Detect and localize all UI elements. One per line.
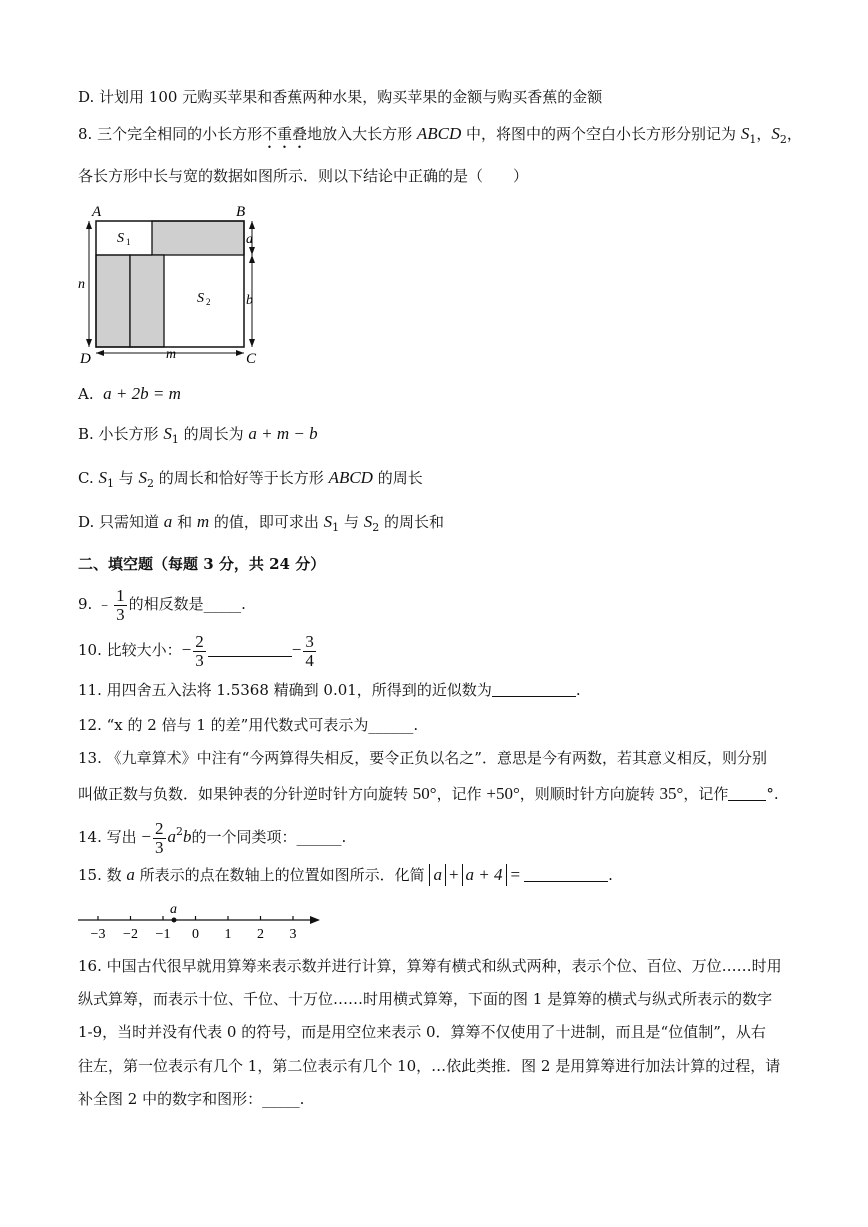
tick-label: 3 xyxy=(289,927,297,942)
s1-symbol: S xyxy=(163,424,172,443)
option-b-math: a + m − b xyxy=(248,424,318,443)
q7-option-d: D. 计划用 100 元购买苹果和香蕉两种水果，购买苹果的金额与购买香蕉的金额 xyxy=(78,88,603,106)
vertex-d: D xyxy=(80,351,91,367)
var-b: b xyxy=(183,827,192,846)
tick-label: −2 xyxy=(123,927,138,942)
tick-label: 1 xyxy=(224,927,232,942)
option-text: 的周长 xyxy=(372,469,423,487)
answer-blank[interactable] xyxy=(208,641,292,657)
q14-label: 14. 写出 xyxy=(78,828,142,846)
s2-symbol: S xyxy=(363,512,373,531)
minus-sign: ﹣ xyxy=(97,595,113,613)
denominator: 3 xyxy=(195,650,204,670)
vertex-b: B xyxy=(236,204,246,220)
label-m: m xyxy=(166,347,177,362)
s1-subscript: 1 xyxy=(171,433,179,446)
numerator: 1 xyxy=(116,585,125,605)
q8-text: 地放入大长方形 xyxy=(307,125,417,143)
label-s1: S xyxy=(117,231,124,246)
s1-symbol: S xyxy=(323,512,333,531)
arrow xyxy=(236,350,244,356)
option-text: 与 xyxy=(113,469,139,487)
q8-emphasis: 不重叠 xyxy=(262,125,308,143)
q8-text: 8. 三个完全相同的小长方形 xyxy=(78,125,263,143)
numerator: 2 xyxy=(195,631,204,651)
q8-rectangle-figure xyxy=(78,198,278,370)
vertex-c: C xyxy=(246,351,257,367)
s1-subscript: 1 xyxy=(749,133,757,146)
q13-line2 xyxy=(78,784,779,804)
option-text: 的周长和 xyxy=(379,513,444,531)
q15-text: 15. 数 xyxy=(78,866,127,884)
q13-tail: °. xyxy=(766,785,779,803)
angle-50: 50° xyxy=(412,784,437,803)
q9-label: 9. xyxy=(78,595,98,613)
arrow xyxy=(249,247,255,255)
numerator: 3 xyxy=(305,631,314,651)
var-a: a xyxy=(167,827,176,846)
q15-tail: . xyxy=(608,866,613,884)
s1-subscript: 1 xyxy=(106,477,114,490)
q12: 12. “x 的 2 倍与 1 的差”用代数式可表示为______. xyxy=(78,716,419,734)
s1-subscript: 1 xyxy=(332,521,340,534)
arrow xyxy=(249,339,255,347)
small-rect-left-1 xyxy=(96,255,130,347)
tick-label: −1 xyxy=(155,927,171,942)
q8-text: 中，将图中的两个空白小长方形分别记为 xyxy=(461,125,741,143)
numerator: 2 xyxy=(155,818,164,838)
point-a-label: a xyxy=(170,902,177,917)
number-line xyxy=(78,900,328,942)
tick-label: 2 xyxy=(257,927,264,942)
small-rect-top xyxy=(152,221,244,255)
abcd-label: ABCD xyxy=(328,468,373,487)
q11-tail: . xyxy=(575,681,581,699)
q8-stem-line1 xyxy=(78,124,802,152)
abs-a: a xyxy=(429,864,446,886)
angle-plus-50: +50° xyxy=(486,784,520,803)
option-text: 的值，即可求出 xyxy=(209,513,324,531)
tick-label: 0 xyxy=(192,927,199,942)
answer-blank[interactable] xyxy=(524,866,608,882)
q14-text: 的一个同类项：______. xyxy=(191,828,347,846)
answer-blank[interactable] xyxy=(492,681,576,697)
label-s1-sub: 1 xyxy=(126,237,131,247)
denominator: 3 xyxy=(155,837,164,857)
q16-line5: 补全图 2 中的数字和图形：_____. xyxy=(78,1090,305,1108)
minus-sign: − xyxy=(291,640,302,659)
axis-arrow xyxy=(310,916,320,924)
section-2-title: 二、填空题（每题 3 分，共 24 分） xyxy=(78,555,326,573)
denominator: 4 xyxy=(305,650,314,670)
q9 xyxy=(78,584,246,624)
q8-text: ， xyxy=(756,125,772,143)
fraction xyxy=(114,587,127,624)
fraction xyxy=(193,633,206,670)
arrow xyxy=(86,221,92,229)
plus-sign: + xyxy=(448,865,459,884)
minus-sign: − xyxy=(141,827,151,846)
q16-line2: 纵式算筹，而表示十位、千位、十万位……时用横式算筹，下面的图 1 是算筹的横式与纵式所表示的数字 xyxy=(78,990,773,1008)
q13-text: ，记作 xyxy=(436,785,487,803)
q15-text: 所表示的点在数轴上的位置如图所示．化简 xyxy=(134,866,430,884)
q13-text: ，记作 xyxy=(683,785,729,803)
q11-text: 11. 用四舍五入法将 1.5368 精确到 0.01，所得到的近似数为 xyxy=(78,681,492,699)
s2-symbol: S xyxy=(138,468,148,487)
var-m: m xyxy=(196,512,210,531)
denominator: 3 xyxy=(116,604,125,624)
q10 xyxy=(78,630,318,670)
q16-line1: 16. 中国古代很早就用算筹来表示数并进行计算，算筹有横式和纵式两种，表示个位、百位、万位……时用 xyxy=(78,957,782,975)
q8-option-b xyxy=(78,424,318,450)
point-a xyxy=(172,918,177,923)
arrow xyxy=(249,221,255,229)
vertex-a: A xyxy=(92,204,102,220)
minus-sign: − xyxy=(181,640,192,659)
s1-symbol: S xyxy=(98,468,107,487)
q13-text: 叫做正数与负数．如果钟表的分针逆时针方向旋转 xyxy=(78,785,413,803)
tick-label: −3 xyxy=(90,927,106,942)
s2-symbol: S xyxy=(771,124,780,143)
small-rect-left-2 xyxy=(130,255,164,347)
q8-option-a xyxy=(78,384,181,404)
s1-symbol: S xyxy=(740,124,750,143)
option-label: C. xyxy=(78,469,99,487)
label-n: n xyxy=(78,277,85,292)
option-text: B. 小长方形 xyxy=(78,425,164,443)
fraction xyxy=(303,633,316,670)
var-a: a xyxy=(163,512,173,531)
option-text: 和 xyxy=(172,513,197,531)
answer-blank[interactable] xyxy=(728,785,766,801)
exponent: 2 xyxy=(176,825,183,838)
abcd-label: ABCD xyxy=(416,124,462,143)
s2-subscript: 2 xyxy=(372,521,380,534)
option-text: 的周长和恰好等于长方形 xyxy=(154,469,329,487)
q8-stem-line2: 各长方形中长与宽的数据如图所示．则以下结论中正确的是（ ） xyxy=(78,167,529,185)
q13-line1: 13. 《九章算术》中注有“今两算得失相反，要令正负以名之”．意思是今有两数，若其意义相反，则分别 xyxy=(78,749,767,767)
q13-text: ，则顺时针方向旋转 xyxy=(519,785,660,803)
q14 xyxy=(78,810,346,859)
var-a: a xyxy=(126,865,135,884)
label-s2: S xyxy=(197,291,204,306)
abs-a-plus-4: a + 4 xyxy=(462,864,507,886)
q9-text: 的相反数是_____. xyxy=(128,595,246,613)
equals-sign: = xyxy=(510,865,521,884)
q8-option-c xyxy=(78,468,423,494)
label-a: a xyxy=(246,232,253,247)
s2-subscript: 2 xyxy=(779,133,787,146)
q16-line3: 1-9，当时并没有代表 0 的符号，而是用空位来表示 0．算筹不仅使用了十进制，而且是“位值制”，从右 xyxy=(78,1023,766,1041)
arrow xyxy=(96,350,104,356)
label-s2-sub: 2 xyxy=(206,297,211,307)
label-b: b xyxy=(246,293,253,308)
fraction xyxy=(153,820,166,857)
option-text: D. 只需知道 xyxy=(78,513,164,531)
arrow xyxy=(86,339,92,347)
q11 xyxy=(78,680,581,700)
option-label: A. xyxy=(78,385,94,403)
s2-subscript: 2 xyxy=(147,477,155,490)
q8-text: ， xyxy=(786,125,802,143)
q15 xyxy=(78,864,613,886)
arrow xyxy=(249,255,255,263)
q10-label: 10. 比较大小： xyxy=(78,641,182,659)
angle-35: 35° xyxy=(659,784,684,803)
option-text: 的周长为 xyxy=(178,425,249,443)
q8-option-d xyxy=(78,512,444,538)
q16-line4: 往左，第一位表示有几个 1，第二位表示有几个 10，…依此类推．图 2 是用算筹进行加法计算的过程，请 xyxy=(78,1057,781,1075)
option-text: 与 xyxy=(339,513,364,531)
option-a-math: a + 2b = m xyxy=(103,384,181,403)
